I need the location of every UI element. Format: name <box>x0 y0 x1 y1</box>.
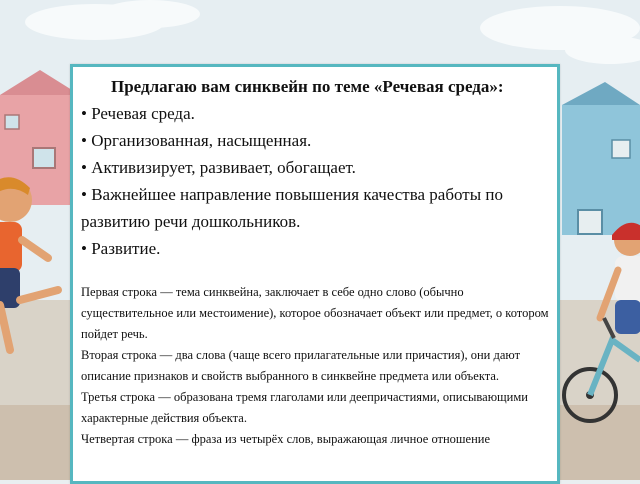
bullet-list <box>81 100 551 262</box>
bullet-item: • Развитие. <box>81 239 161 258</box>
note-line-3: Третья строка — образована тремя глаголами или деепричастиями, описывающими характерные действия объекта. <box>81 390 528 425</box>
bullet-item: • Организованная, насыщенная. <box>81 131 312 150</box>
note-line-1: Первая строка — тема синквейна, заключает в себе одно слово (обычно существительное или местоимение), которое обозначает объект или предмет, о котором пойдет речь. <box>81 285 549 341</box>
note-line-4: Четвертая строка — фраза из четырёх слов, выражающая личное отношение <box>81 432 491 446</box>
bullet-item: • Речевая среда. <box>81 104 195 123</box>
slide-card <box>70 64 560 484</box>
spacer <box>81 262 551 282</box>
slide-heading: Предлагаю вам синквейн по теме «Речевая среда»: <box>111 77 504 96</box>
bullet-item: • Важнейшее направление повышения качества работы по развитию речи дошкольников. <box>81 185 503 231</box>
notes-section <box>81 282 551 450</box>
house-icon <box>562 82 640 235</box>
bullet-item: • Активизирует, развивает, обогащает. <box>81 158 356 177</box>
note-line-2: Вторая строка — два слова (чаще всего прилагательные или причастия), они дают описание признаков и свойств выбранного в синквейне предмета или объекта. <box>81 348 521 383</box>
